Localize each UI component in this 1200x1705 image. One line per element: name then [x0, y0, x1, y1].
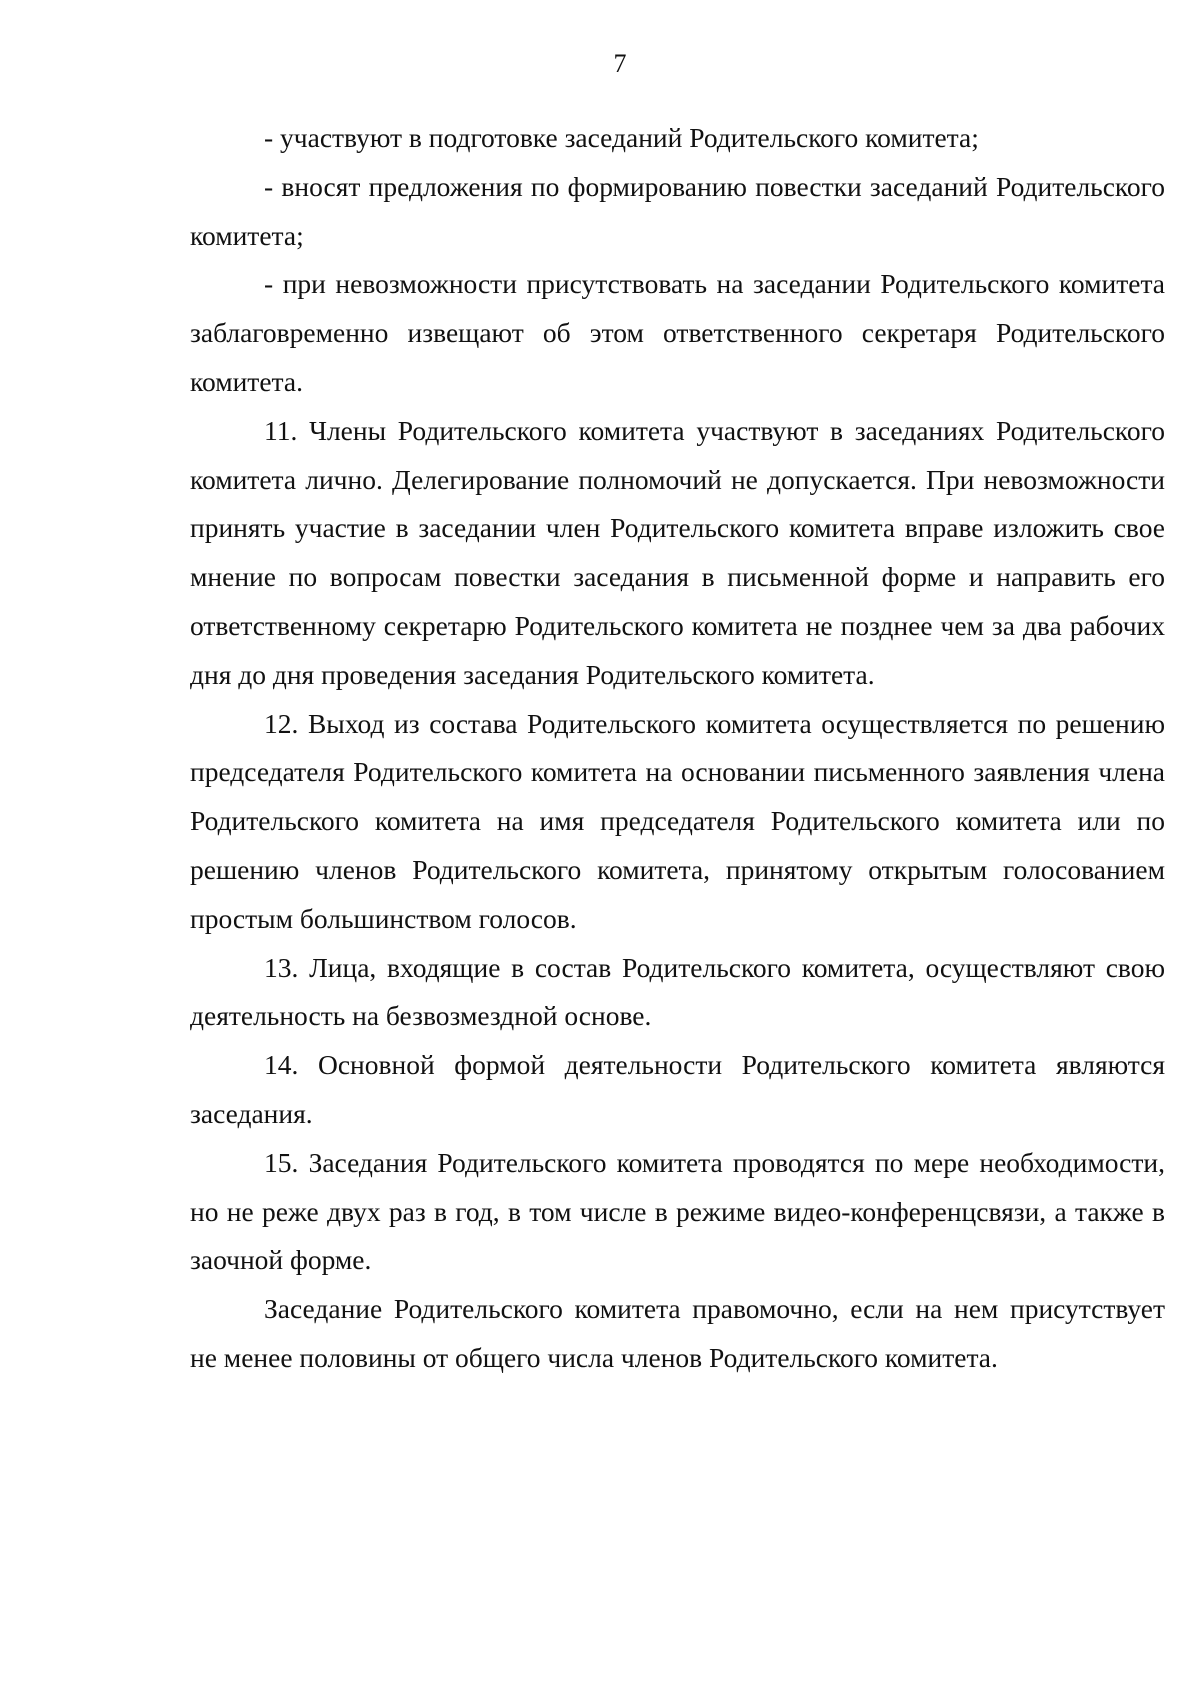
paragraph-quorum: Заседание Родительского комитета правомочно, если на нем присутствует не менее половины от общего числа членов Родительского комитета.	[190, 1293, 1165, 1373]
paragraph-item-13: 13. Лица, входящие в состав Родительского комитета, осуществляют свою деятельность на безвозмездной основе.	[190, 951, 1165, 1032]
paragraph-item-15: 15. Заседания Родительского комитета проводятся по мере необходимости, но не реже двух раз в год, в том числе в режиме видео-конференцсвязи, а также в заочной форме.	[190, 1146, 1165, 1276]
document-body	[190, 114, 1165, 1383]
paragraph-absence-notice: - при невозможности присутствовать на заседании Родительского комитета заблаговременно извещают об этом ответственного секретаря Родительского комитета.	[190, 268, 1165, 397]
page-number: 7	[613, 49, 627, 78]
paragraph-participate-preparation: - участвуют в подготовке заседаний Родительского комитета;	[264, 122, 979, 153]
paragraph-item-11: 11. Члены Родительского комитета участвуют в заседаниях Родительского комитета лично. Делегирование полномочий не допускается. При невозможности принять участие в заседании член Родительского комитета вправе изложить свое мнение по вопросам повестки заседания в письменной форме и направить его ответственному секретарю Родительского комитета не позднее чем за два рабочих дня до дня проведения заседания Родительского комитета.	[190, 414, 1165, 690]
paragraph-item-12: 12. Выход из состава Родительского комитета осуществляется по решению председателя Родительского комитета на основании письменного заявления члена Родительского комитета на имя председателя Родительского комитета или по решению членов Родительского комитета, принятому открытым голосованием простым большинством голосов.	[190, 707, 1165, 934]
paragraph-item-14: 14. Основной формой деятельности Родительского комитета являются заседания.	[190, 1049, 1165, 1129]
paragraph-agenda-proposals: - вносят предложения по формированию повестки заседаний Родительского комитета;	[190, 170, 1165, 251]
